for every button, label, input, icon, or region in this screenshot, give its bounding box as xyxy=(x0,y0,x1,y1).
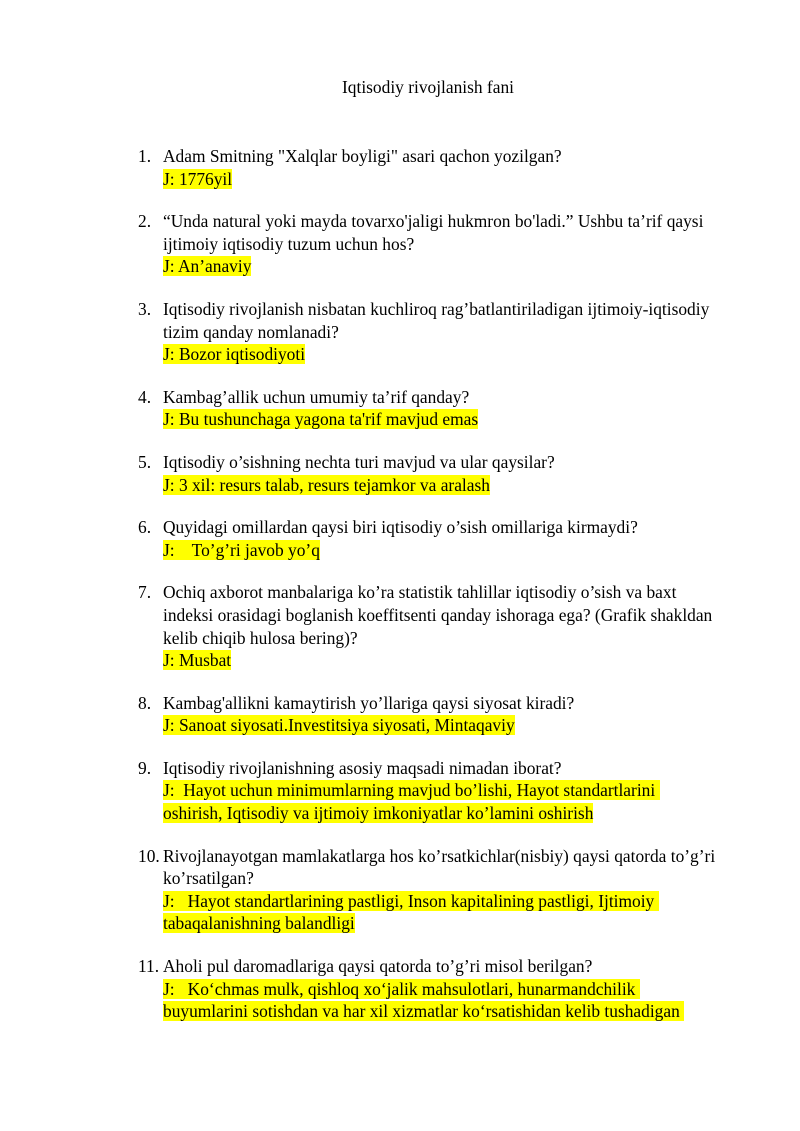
question-item xyxy=(138,451,728,496)
question-list xyxy=(138,145,728,1043)
question-item xyxy=(138,757,728,825)
question-text: Quyidagi omillardan qaysi biri iqtisodiy o’sish omillariga kirmaydi? xyxy=(163,517,638,538)
question-number: 11. xyxy=(138,956,160,977)
answer-line: J: 1776yil xyxy=(163,168,233,189)
question-text: Kambag’allik uchun umumiy ta’rif qanday? xyxy=(163,386,470,407)
answer-line: J: Hayot uchun minimumlarning mavjud bo’lishi, Hayot standartlarini xyxy=(163,780,660,801)
answer xyxy=(163,890,728,913)
answer-line: J: Ko‘chmas mulk, qishloq xo‘jalik mahsulotlari, hunarmandchilik xyxy=(163,978,640,999)
answer xyxy=(163,408,728,431)
answer xyxy=(163,779,728,802)
question-number: 6. xyxy=(138,517,152,538)
question-number: 5. xyxy=(138,451,152,472)
question-item xyxy=(138,145,728,190)
answer xyxy=(163,978,728,1001)
answer xyxy=(163,255,728,278)
answer-line: oshirish, Iqtisodiy va ijtimoiy imkoniyatlar ko’lamini oshirish xyxy=(163,803,594,824)
answer-line: tabaqalanishning balandligi xyxy=(163,913,355,934)
answer-line: J: Musbat xyxy=(163,650,232,671)
answer-line: J: Hayot standartlarining pastligi, Inson kapitalining pastligi, Ijtimoiy xyxy=(163,890,659,911)
question-text: Iqtisodiy rivojlanishning asosiy maqsadi nimadan iborat? xyxy=(163,757,562,778)
question-item xyxy=(138,298,728,366)
answer xyxy=(163,1000,728,1023)
question-text: Iqtisodiy o’sishning nechta turi mavjud va ular qaysilar? xyxy=(163,451,555,472)
document-title: Iqtisodiy rivojlanish fani xyxy=(342,77,514,97)
question-number: 8. xyxy=(138,692,152,713)
question-number: 9. xyxy=(138,757,152,778)
question-item xyxy=(138,845,728,935)
question-text: “Unda natural yoki mayda tovarxo'jaligi hukmron bo'ladi.” Ushbu ta’rif qaysi ijtimoiy iqtisodiy tuzum uchun hos? xyxy=(163,211,704,254)
answer xyxy=(163,474,728,497)
question-item xyxy=(138,210,728,278)
answer xyxy=(163,649,728,672)
answer-line: J: To’g’ri javob yo’q xyxy=(163,539,320,560)
question-item xyxy=(138,386,728,431)
question-item xyxy=(138,692,728,737)
question-text: Adam Smitning "Xalqlar boyligi" asari qachon yozilgan? xyxy=(163,146,562,166)
answer xyxy=(163,539,728,562)
answer xyxy=(163,168,728,191)
answer-line: buyumlarini sotishdan va har xil xizmatlar ko‘rsatishidan kelib tushadigan xyxy=(163,1001,685,1022)
question-item xyxy=(138,955,728,1023)
question-text: Ochiq axborot manbalariga ko’ra statistik tahlillar iqtisodiy o’sish va baxt indeksi orasidagi boglanish koeffitsenti qanday ishoraga ega? (Grafik shakldan kelib chiqib hulosa bering)? xyxy=(163,582,713,648)
answer xyxy=(163,714,728,737)
question-item xyxy=(138,516,728,561)
question-number: 3. xyxy=(138,298,152,319)
question-text: Rivojlanayotgan mamlakatlarga hos ko’rsatkichlar(nisbiy) qaysi qatorda to’g’ri ko’rsatilgan? xyxy=(163,845,716,889)
question-number: 10. xyxy=(138,845,160,866)
answer-line: J: 3 xil: resurs talab, resurs tejamkor va aralash xyxy=(163,474,490,495)
answer xyxy=(163,343,728,366)
question-number: 7. xyxy=(138,582,152,603)
answer-line: J: Bu tushunchaga yagona ta'rif mavjud emas xyxy=(163,409,479,430)
question-text: Iqtisodiy rivojlanish nisbatan kuchliroq rag’batlantiriladigan ijtimoiy-iqtisodiy tizim qanday nomlanadi? xyxy=(163,298,710,342)
question-text: Aholi pul daromadlariga qaysi qatorda to’g’ri misol berilgan? xyxy=(163,956,593,977)
question-number: 1. xyxy=(138,146,152,166)
question-item xyxy=(138,581,728,671)
answer xyxy=(163,802,728,825)
question-number: 4. xyxy=(138,386,152,407)
question-number: 2. xyxy=(138,211,152,232)
question-text: Kambag'allikni kamaytirish yo’llariga qaysi siyosat kiradi? xyxy=(163,692,575,713)
answer-line: J: Bozor iqtisodiyoti xyxy=(163,344,306,365)
answer xyxy=(163,912,728,935)
answer-line: J: Sanoat siyosati.Investitsiya siyosati, Mintaqaviy xyxy=(163,715,515,736)
answer-line: J: An’anaviy xyxy=(163,256,252,277)
